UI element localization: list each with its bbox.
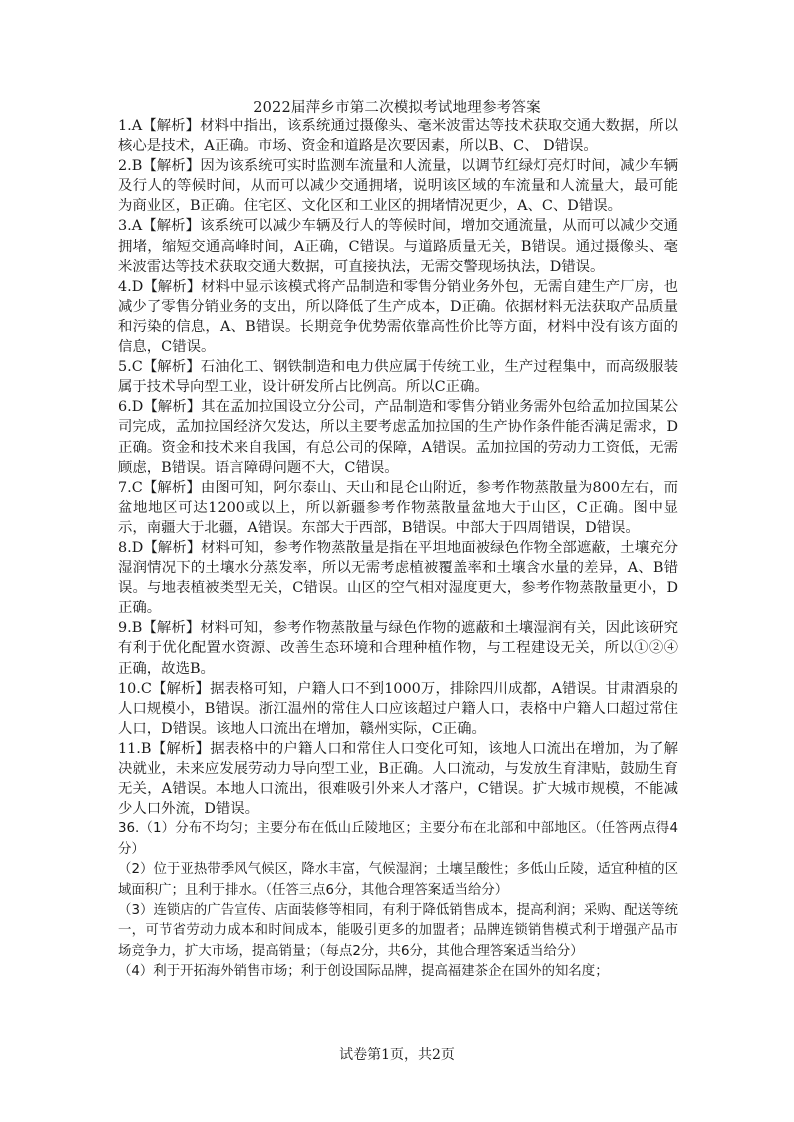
- answer-tag: 【解析】: [151, 680, 211, 697]
- answer-item-11: [118, 739, 678, 819]
- answer-tag: 【解析】: [142, 359, 201, 376]
- answer-num: 2.B: [118, 158, 143, 175]
- answer-item-2: [118, 156, 678, 216]
- answer-text: 据表格可知，户籍人口不到1000万，排除四川成都，A错误。甘肃酒泉的人口规模小，B错误。浙江温州的常住人口应该超过户籍人口，表格中户籍人口超过常住人口，D错误。该地人口流出在增加，赣州实际，C正确。: [118, 680, 678, 737]
- answer-tag: 【解析】: [142, 218, 201, 235]
- answer-item-7: [118, 478, 678, 538]
- answer-text: 材料可知，参考作物蒸散量与绿色作物的遮蔽和土壤湿润有关，因此该研究有利于优化配置水资源、改善生态环境和合理种植作物，与工程建设无关，所以①②④正确，故选B。: [118, 620, 678, 677]
- answer-num: 9.B: [118, 620, 143, 637]
- answer-num: 1.A: [118, 118, 143, 134]
- answer-text: 材料中显示该模式将产品制造和零售分销业务外包，无需自建生产厂房，也减少了零售分销业务的支出，所以降低了生产成本，D正确。依据材料无法获取产品质量和污染的信息，A、B错误。长期竞争优势需依靠高性价比等方面，材料中没有该方面的信息，C错误。: [118, 278, 678, 356]
- answer-tag: 【解析】: [142, 620, 201, 637]
- answer-num: 7.C: [118, 479, 143, 496]
- answer-item-9: [118, 618, 678, 678]
- question-36-part-2: （2）位于亚热带季风气候区，降水丰富，气候湿润；土壤呈酸性；多低山丘陵，适宜种植的区域面积广；且利于排水。（任答三点6分，其他合理答案适当给分）: [118, 862, 678, 898]
- answer-text: 据表格中的户籍人口和常住人口变化可知，该地人口流出在增加，为了解决就业，未来应发展劳动力导向型工业，B正确。人口流动，与发放生育津贴，鼓励生育无关，A错误。本地人口流出，很难吸引外来人才落户，C错误。扩大城市规模，不能减少人口外流，D错误。: [118, 740, 678, 818]
- answer-num: 10.C: [118, 680, 152, 697]
- answer-num: 6.D: [118, 399, 144, 416]
- answer-item-1: [118, 116, 678, 156]
- answer-tag: 【解析】: [151, 740, 211, 757]
- answer-item-10: [118, 679, 678, 739]
- answer-num: 11.B: [118, 740, 152, 757]
- answer-tag: 【解析】: [142, 118, 201, 134]
- answer-tag: 【解析】: [142, 158, 201, 175]
- answer-text: 石油化工、钢铁制造和电力供应属于传统工业，生产过程集中，而高级服装属于技术导向型工业，设计研发所占比例高。所以C正确。: [118, 359, 678, 396]
- question-36-part-1: 36.（1）分布不均匀；主要分布在低山丘陵地区；主要分布在北部和中部地区。（任答两点得4分）: [118, 821, 678, 857]
- answer-tag: 【解析】: [143, 539, 202, 556]
- answer-text: 该系统可以减少车辆及行人的等候时间，增加交通流量，从而可以减少交通拥堵，缩短交通高峰时间，A正确，C错误。与道路质量无关，B错误。通过摄像头、毫米波雷达等技术获取交通大数据，可直接执法，无需交警现场执法，D错误。: [118, 218, 678, 275]
- question-36-part-4: （4）利于开拓海外销售市场；利于创设国际品牌，提高福建茶企在国外的知名度；: [118, 964, 609, 980]
- answer-num: 3.A: [118, 218, 143, 235]
- answer-item-3: [118, 216, 678, 276]
- answer-list: [118, 116, 678, 983]
- page-title: 2022届萍乡市第二次模拟考试地理参考答案: [253, 100, 541, 116]
- answer-text: 其在孟加拉国设立分公司，产品制造和零售分销业务需外包给孟加拉国某公司完成，孟加拉国经济欠发达，所以主要考虑孟加拉国的生产协作条件能否满足需求，D正确。资金和技术来自我国，有总公司的保障，A错误。孟加拉国的劳动力工资低，无需顾虑，B错误。语言障碍问题不大，C错误。: [118, 399, 678, 476]
- answer-tag: 【解析】: [143, 278, 202, 295]
- answer-tag: 【解析】: [143, 399, 202, 416]
- answer-tag: 【解析】: [142, 479, 201, 496]
- answer-item-5: [118, 357, 678, 397]
- answer-item-6: [118, 397, 678, 477]
- answer-text: 由图可知，阿尔泰山、天山和昆仑山附近，参考作物蒸散量为800左右，而盆地地区可达1200或以上，所以新疆参考作物蒸散量盆地大于山区，C正确。图中显示，南疆大于北疆，A错误。东部大于西部，B错误。中部大于四周错误，D错误。: [118, 479, 678, 536]
- answer-text: 材料可知，参考作物蒸散量是指在平坦地面被绿色作物全部遮蔽，土壤充分湿润情况下的土壤水分蒸发率，所以无需考虑植被覆盖率和土壤含水量的差异，A、B错误。与地表植被类型无关，C错误。山区的空气相对湿度更大，参考作物蒸散量更小，D正确。: [118, 539, 678, 617]
- answer-num: 5.C: [118, 359, 143, 376]
- answer-item-4: [118, 277, 678, 357]
- answer-text: 材料中指出，该系统通过摄像头、毫米波雷达等技术获取交通大数据，所以核心是技术，A正确。市场、资金和道路是次要因素，所以B、C、 D错误。: [118, 118, 678, 155]
- page-footer: 试卷第1页，共2页: [339, 1047, 455, 1063]
- answer-item-8: [118, 538, 678, 618]
- answer-num: 4.D: [118, 278, 144, 295]
- answer-num: 8.D: [118, 539, 144, 556]
- question-36-part-3: （3）连锁店的广告宣传、店面装修等相同，有利于降低销售成本，提高利润；采购、配送等统一，可节省劳动力成本和时间成本，能吸引更多的加盟者；品牌连锁销售模式利于增强产品市场竞争力，扩大市场，提高销量；（每点2分，共6分，其他合理答案适当给分）: [118, 902, 678, 959]
- answer-text: 因为该系统可实时监测车流量和人流量，以调节红绿灯亮灯时间，减少车辆及行人的等候时间，从而可以减少交通拥堵，说明该区域的车流量和人流量大，最可能为商业区，B正确。住宅区、文化区和工业区的拥堵情况更少，A、C、D错误。: [118, 158, 678, 215]
